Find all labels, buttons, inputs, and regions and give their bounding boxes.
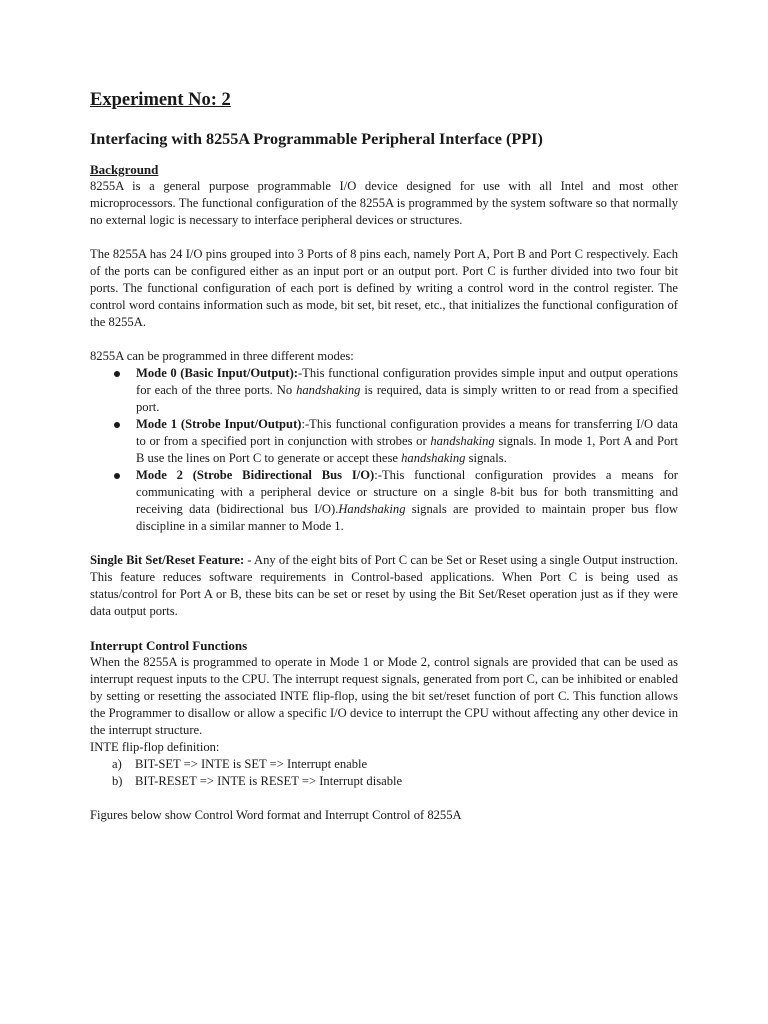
interrupt-paragraph: When the 8255A is programmed to operate in Mode 1 or Mode 2, control signals are provided that can be used as interrupt request inputs to the CPU. The interrupt request signals, generated from port C, can be inhibited or enabled by setting or resetting the associated INTE flip-flop, using the bit set/reset function of port C. This function allows the Programmer to disallow or allow a specific I/O device to interrupt the CPU without affecting any other device in the interrupt structure. (90, 655, 678, 737)
document-content (90, 88, 678, 824)
mode-item (90, 416, 678, 467)
mode-text: :-This functional configuration provides a means for communicating with a peripheral device or structure on a single 8-bit bus for both transmitting and receiving data (bidirectional bus I/O). (136, 468, 678, 516)
inte-item (90, 773, 678, 790)
inte-item-text: BIT-SET => INTE is SET => Interrupt enable (135, 757, 368, 771)
bsr-text: - Any of the eight bits of Port C can be Set or Reset using a single Output instruction. This feature reduces software requirements in Control-based applications. When Port C is being used as status/control for Port A or B, these bits can be set or reset by using the Bit Set/Reset operation just as if they were data output ports. (90, 553, 678, 618)
bsr-paragraph (90, 552, 678, 620)
experiment-title: Experiment No: 2 (90, 90, 231, 110)
background-heading: Background (90, 162, 159, 177)
mode-text: signals are provided to maintain proper bus flow discipline in a similar manner to Mode 1. (136, 502, 678, 533)
figures-note: Figures below show Control Word format and Interrupt Control of 8255A (90, 808, 462, 822)
mode-emphasis: Handshaking (338, 502, 406, 516)
inte-item (90, 756, 678, 773)
mode-title: Mode 0 (Basic Input/Output): (136, 366, 298, 380)
mode-title: Mode 1 (Strobe Input/Output) (136, 417, 302, 431)
mode-text: -This functional configuration provides simple input and output operations for each of the three ports. No (136, 366, 679, 397)
mode-emphasis: handshaking (401, 451, 466, 465)
mode-text: signals. (465, 451, 507, 465)
mode-text: is required, data is simply written to or read from a specified port. (136, 383, 679, 414)
background-paragraph-1: 8255A is a general purpose programmable I/O device designed for use with all Intel and most other microprocessors. The functional configuration of the 8255A is programmed by the system software so that normally no external logic is necessary to interface peripheral devices or structures. (90, 179, 678, 227)
inte-list (90, 756, 678, 790)
mode-emphasis: handshaking (430, 434, 495, 448)
bullet-icon (114, 422, 120, 428)
list-marker: a) (112, 757, 122, 771)
list-marker: b) (112, 774, 123, 788)
mode-item (90, 467, 678, 535)
mode-title: Mode 2 (Strobe Bidirectional Bus I/O) (136, 468, 375, 482)
mode-item (90, 365, 678, 416)
interrupt-heading: Interrupt Control Functions (90, 638, 248, 653)
bullet-icon (114, 371, 120, 377)
mode-text: :-This functional configuration provides a means for transferring I/O data to or from a specified port in conjunction with strobes or (136, 417, 678, 448)
main-title: Interfacing with 8255A Programmable Peripheral Interface (PPI) (90, 130, 543, 148)
modes-intro: 8255A can be programmed in three different modes: (90, 349, 354, 363)
bullet-icon (114, 473, 120, 479)
mode-emphasis: handshaking (296, 383, 361, 397)
bsr-heading: Single Bit Set/Reset Feature: (90, 553, 245, 567)
inte-definition: INTE flip-flop definition: (90, 740, 220, 754)
mode-text: signals. In mode 1, Port A and Port B use the lines on Port C to generate or accept these (136, 434, 678, 465)
modes-list (90, 365, 678, 535)
inte-item-text: BIT-RESET => INTE is RESET => Interrupt disable (135, 774, 403, 788)
background-paragraph-2: The 8255A has 24 I/O pins grouped into 3 Ports of 8 pins each, namely Port A, Port B and Port C respectively. Each of the ports can be configured either as an input port or an output port. Port C is further divided into two four bit ports. The functional configuration of each port is defined by writing a control word in the control register. The control word contains information such as mode, bit set, bit reset, etc., that initializes the functional configuration of the 8255A. (90, 247, 678, 329)
